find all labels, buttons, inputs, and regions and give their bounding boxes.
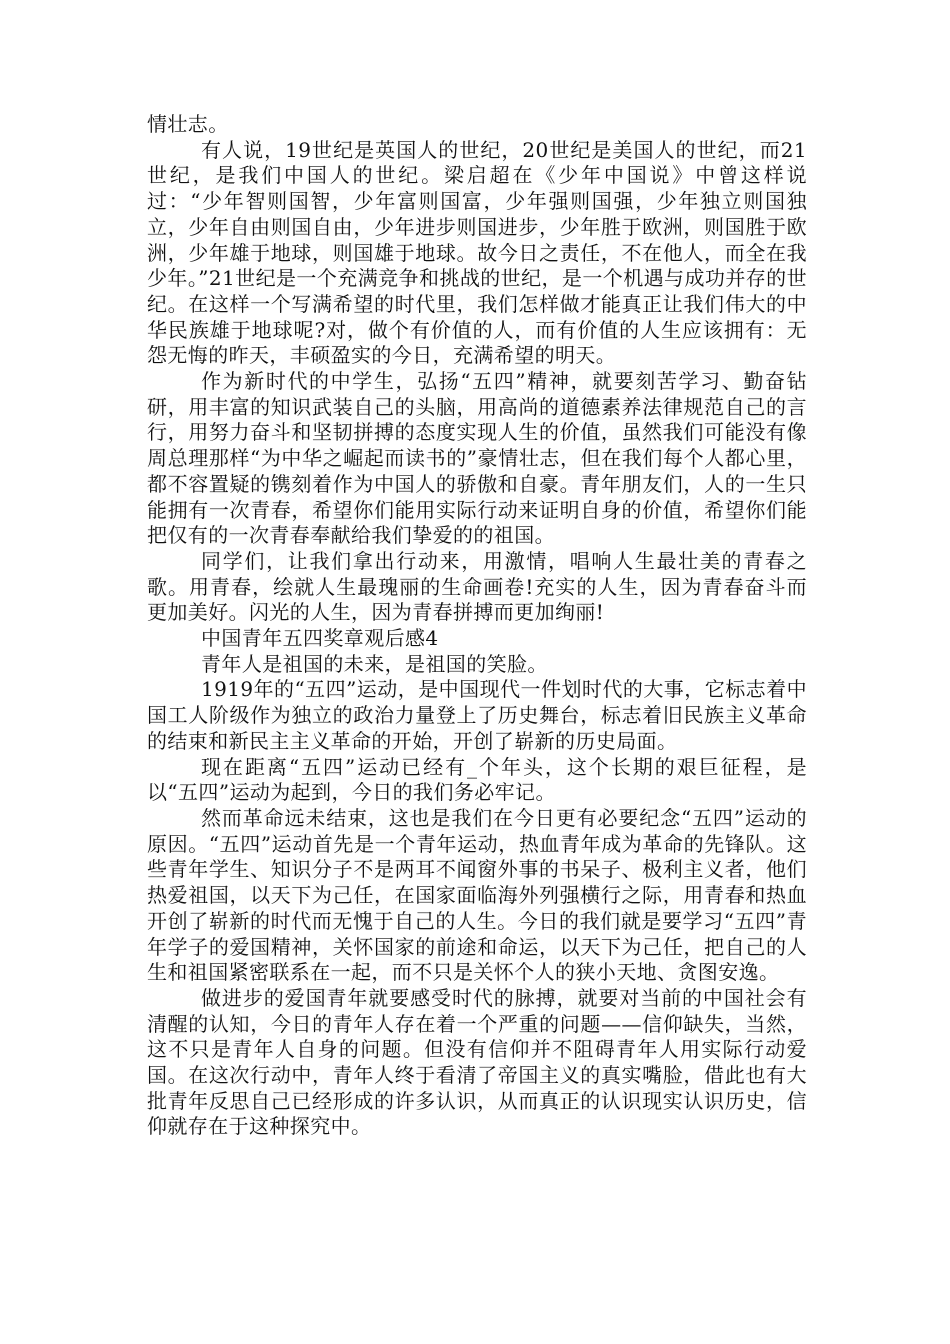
paragraph-call-to-action: 同学们，让我们拿出行动来，用激情，唱响人生最壮美的青春之歌。用青春，绘就人生最瑰丽的生命画卷!充实的人生，因为青春奋斗而更加美好。闪光的人生，因为青春拼搏而更加绚丽!	[147, 548, 807, 625]
paragraph-student-spirit: 作为新时代的中学生，弘扬“五四”精神，就要刻苦学习、勤奋钻研，用丰富的知识武装自己的头脑，用高尚的道德素养法律规范自己的言行，用努力奋斗和坚韧拼搏的态度实现人生的价值，虽然我们可能没有像周总理那样“为中华之崛起而读书的”豪情壮志，但在我们每个人都心里，都不容置疑的镌刻着作为中国人的骄傲和自豪。青年朋友们，人的一生只能拥有一次青春，希望你们能用实际行动来证明自身的价值，希望你们能把仅有的一次青春奉献给我们挚爱的的祖国。	[147, 369, 807, 548]
paragraph-century-quote: 有人说，19世纪是英国人的世纪，20世纪是美国人的世纪，而21世纪，是我们中国人的世纪。梁启超在《少年中国说》中曾这样说过：“少年智则国智，少年富则国富，少年强则国强，少年独立则国独立，少年自由则国自由，少年进步则国进步，少年胜于欧洲，则国胜于欧洲，少年雄于地球，则国雄于地球。故今日之责任，不在他人，而全在我少年。”21世纪是一个充满竞争和挑战的世纪，是一个机遇与成功并存的世纪。在这样一个写满希望的时代里，我们怎样做才能真正让我们伟大的中华民族雄于地球呢?对，做个有价值的人，而有价值的人生应该拥有：无怨无悔的昨天，丰硕盈实的今日，充满希望的明天。	[147, 137, 807, 368]
document-body	[147, 112, 807, 1140]
paragraph-1919-movement: 1919年的“五四”运动，是中国现代一件划时代的大事，它标志着中国工人阶级作为独立的政治力量登上了历史舞台，标志着旧民族主义革命的结束和新民主主义革命的开始，开创了崭新的历史局面。	[147, 677, 807, 753]
paragraph-years-since: 现在距离“五四”运动已经有_个年头，这个长期的艰巨征程，是以“五四”运动为起到，今日的我们务必牢记。	[147, 754, 807, 805]
paragraph-youth-future: 青年人是祖国的未来，是祖国的笑脸。	[201, 651, 548, 676]
paragraph-revolution-continues: 然而革命远未结束，这也是我们在今日更有必要纪念“五四”运动的原因。“五四”运动首先是一个青年运动，热血青年成为革命的先锋队。这些青年学生、知识分子不是两耳不闻窗外事的书呆子、极利主义者，他们热爱祖国，以天下为己任，在国家面临海外列强横行之际，用青春和热血开创了崭新的时代而无愧于自己的人生。今日的我们就是要学习“五四”青年学子的爱国精神，关怀国家的前途和命运，以天下为己任，把自己的人生和祖国紧密联系在一起，而不只是关怀个人的狭小天地、贪图安逸。	[147, 805, 807, 985]
paragraph-continuation: 情壮志。	[147, 112, 229, 136]
section-heading: 中国青年五四奖章观后感4	[201, 626, 439, 651]
paragraph-progressive-youth: 做进步的爱国青年就要感受时代的脉搏，就要对当前的中国社会有清醒的认知，今日的青年人存在着一个严重的问题——信仰缺失，当然，这不只是青年人自身的问题。但没有信仰并不阻碍青年人用实际行动爱国。在这次行动中，青年人终于看清了帝国主义的真实嘴脸，借此也有大批青年反思自己已经形成的许多认识，从而真正的认识现实认识历史，信仰就存在于这种探究中。	[147, 985, 807, 1139]
